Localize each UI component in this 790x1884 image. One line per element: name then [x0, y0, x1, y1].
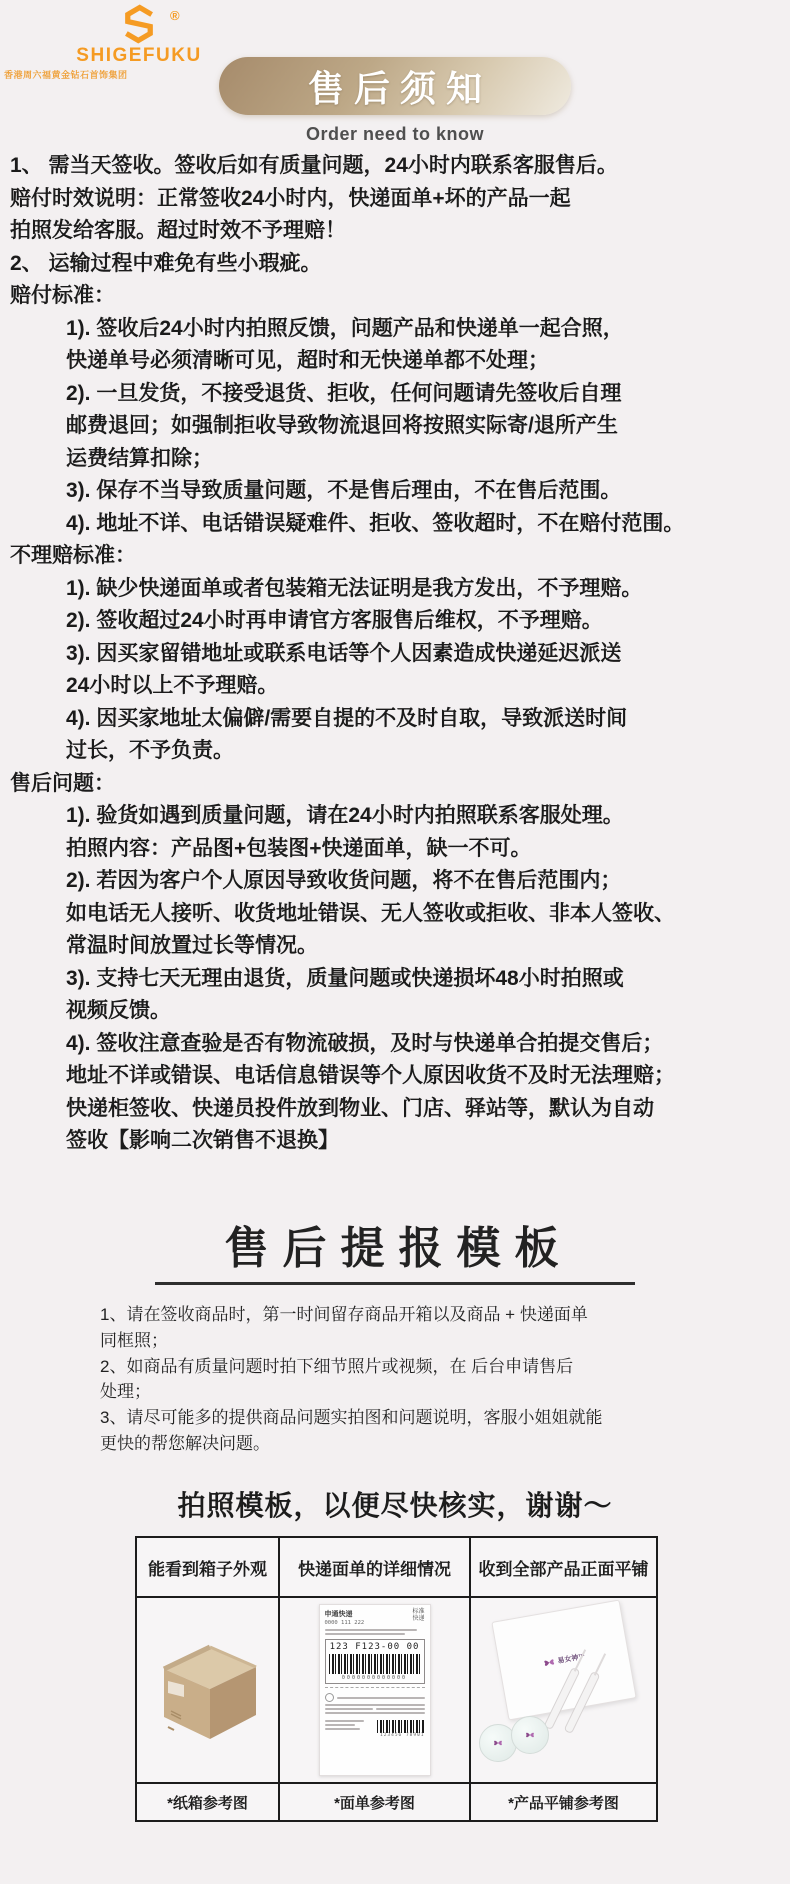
cardboard-box-cell [137, 1598, 280, 1784]
registered-mark: ® [170, 8, 180, 23]
caption-waybill: *面单参考图 [280, 1784, 471, 1820]
notice-line: 4). 因买家地址太偏僻/需要自提的不及时自取，导致派送时间 [66, 706, 628, 730]
caption-products: *产品平铺参考图 [471, 1784, 656, 1820]
sort-code: 123 F123-00 00 [329, 1642, 420, 1652]
notice-line: 2). 若因为客户个人原因导致收货问题，将不在售后范围内； [66, 869, 622, 892]
brand-mark-icon [493, 1738, 503, 1748]
product-brand-text: 易女神™ [557, 1653, 586, 1666]
notice-line: 3). 支持七天无理由退货，质量问题或快递损坏48小时拍照或 [66, 966, 624, 990]
template-step: 3、请尽可能多的提供商品问题实拍图和问题说明，客服小姐姐就能 [100, 1408, 603, 1428]
label-detail-rows [325, 1687, 425, 1714]
barcode-digits: 0000000000000 [341, 1675, 408, 1681]
brand-logo-icon [111, 4, 167, 44]
notice-line: 3). 保存不当导致质量问题，不是售后理由，不在售后范围。 [66, 479, 622, 502]
product-flatlay-cell [471, 1598, 656, 1784]
template-step: 处理； [100, 1382, 151, 1402]
barcode-icon [377, 1720, 425, 1733]
template-step: 同框照； [100, 1330, 168, 1350]
courier-name: 申通快递 [324, 1611, 353, 1618]
notice-line: 2、 运输过程中难免有些小瑕疵。 [10, 251, 322, 275]
column-header-products: 收到全部产品正面平铺 [471, 1538, 656, 1598]
product-flatlay-image [471, 1598, 656, 1782]
notice-line: 过长，不予负责。 [66, 739, 234, 762]
notice-line: 运费结算扣除； [66, 446, 213, 470]
notice-line: 快递单号必须清晰可见，超时和无快递单都不处理； [66, 349, 549, 372]
brand-tagline: 香港周六福黄金钻石首饰集团 [4, 70, 128, 80]
notice-line: 1). 验货如遇到质量问题，请在24小时内拍照联系客服处理。 [66, 804, 624, 827]
service-type: 标准快递 [412, 1609, 425, 1622]
notice-line: 售后问题： [10, 771, 115, 795]
brand-mark-icon [525, 1730, 535, 1740]
shipping-label-image [319, 1604, 431, 1776]
page-subtitle: Order need to know [305, 124, 485, 144]
template-section-heading: 售后提报模板 [224, 1224, 573, 1273]
notice-line: 不理赔标准： [10, 544, 136, 567]
notice-line: 常温时间放置过长等情况。 [66, 934, 318, 957]
notice-line: 4). 签收注意查验是否有物流破损，及时与快递单合拍提交售后； [66, 1031, 664, 1055]
stamp-circle-icon [325, 1693, 334, 1702]
photo-table-title: 拍照模板，以便尽快核实，谢谢～ [177, 1490, 613, 1521]
round-pod-image [511, 1716, 549, 1754]
notice-line: 快递柜签收、快递员投件放到物业、门店、驿站等，默认为自动 [66, 1096, 654, 1120]
brand-mark-icon [542, 1656, 556, 1670]
notice-line: 1). 签收后24小时内拍照反馈，问题产品和快递单一起合照， [66, 316, 624, 340]
notice-line: 24小时以上不予理赔。 [66, 674, 279, 697]
template-steps [100, 1302, 720, 1457]
notice-line: 如电话无人接听、收货地址错误、无人签收或拒收、非本人签收、 [66, 901, 675, 925]
notice-line: 赔付标准： [10, 284, 115, 307]
shipping-label-cell [280, 1598, 471, 1784]
title-banner [219, 57, 571, 115]
template-step: 1、请在签收商品时，第一时间留存商品开箱以及商品 + 快递面单 [100, 1305, 588, 1324]
template-step: 2、如商品有质量问题时拍下细节照片或视频，在 后台申请售后 [100, 1356, 574, 1376]
notice-line: 1、 需当天签收。签收后如有质量问题，24小时内联系客服售后。 [10, 154, 618, 177]
label-receiver-bars [325, 1718, 369, 1730]
barcode-icon [329, 1654, 421, 1674]
notice-line: 拍照内容：产品图+包装图+快递面单，缺一不可。 [66, 836, 532, 860]
notice-line: 签收【影响二次销售不退换】 [66, 1129, 339, 1152]
column-header-waybill: 快递面单的详细情况 [280, 1538, 471, 1598]
notice-line: 4). 地址不详、电话错误疑难件、拒收、签收超时，不在赔付范围。 [66, 511, 685, 535]
cardboard-box-image [144, 1635, 272, 1745]
notice-line: 地址不详或错误、电话信息错误等个人原因收货不及时无法理赔； [66, 1064, 675, 1087]
label-address-bars [325, 1629, 425, 1635]
notice-line: 3). 因买家留错地址或联系电话等个人因素造成快递延迟派送 [66, 641, 622, 665]
caption-box: *纸箱参考图 [137, 1784, 280, 1820]
notice-line: 视频反馈。 [66, 999, 171, 1022]
notice-line: 拍照发给客服。超过时效不予理赔！ [10, 219, 346, 242]
sub-barcode-digits: 123456 78901 [379, 1733, 425, 1738]
notice-line: 2). 一旦发货，不接受退货、拒收，任何问题请先签收后自理 [66, 381, 622, 405]
page-title: 售后须知 [307, 67, 492, 109]
heading-underline [155, 1282, 635, 1285]
notice-line: 邮费退回；如强制拒收导致物流退回将按照实际寄/退所产生 [66, 414, 618, 437]
notice-line: 2). 签收超过24小时再申请官方客服售后维权，不予理赔。 [66, 609, 603, 632]
notice-line: 1). 缺少快递面单或者包装箱无法证明是我方发出，不予理赔。 [66, 576, 643, 600]
waybill-number: 0000 111 222 [324, 1620, 365, 1626]
template-step: 更快的帮您解决问题。 [100, 1433, 270, 1453]
after-sales-notice [10, 150, 730, 1158]
photo-template-table [135, 1536, 658, 1822]
brand-logo-text: SHIGEFUKU [76, 45, 202, 66]
notice-line: 赔付时效说明：正常签收24小时内，快递面单+坏的产品一起 [10, 186, 571, 210]
column-header-box: 能看到箱子外观 [137, 1538, 280, 1598]
